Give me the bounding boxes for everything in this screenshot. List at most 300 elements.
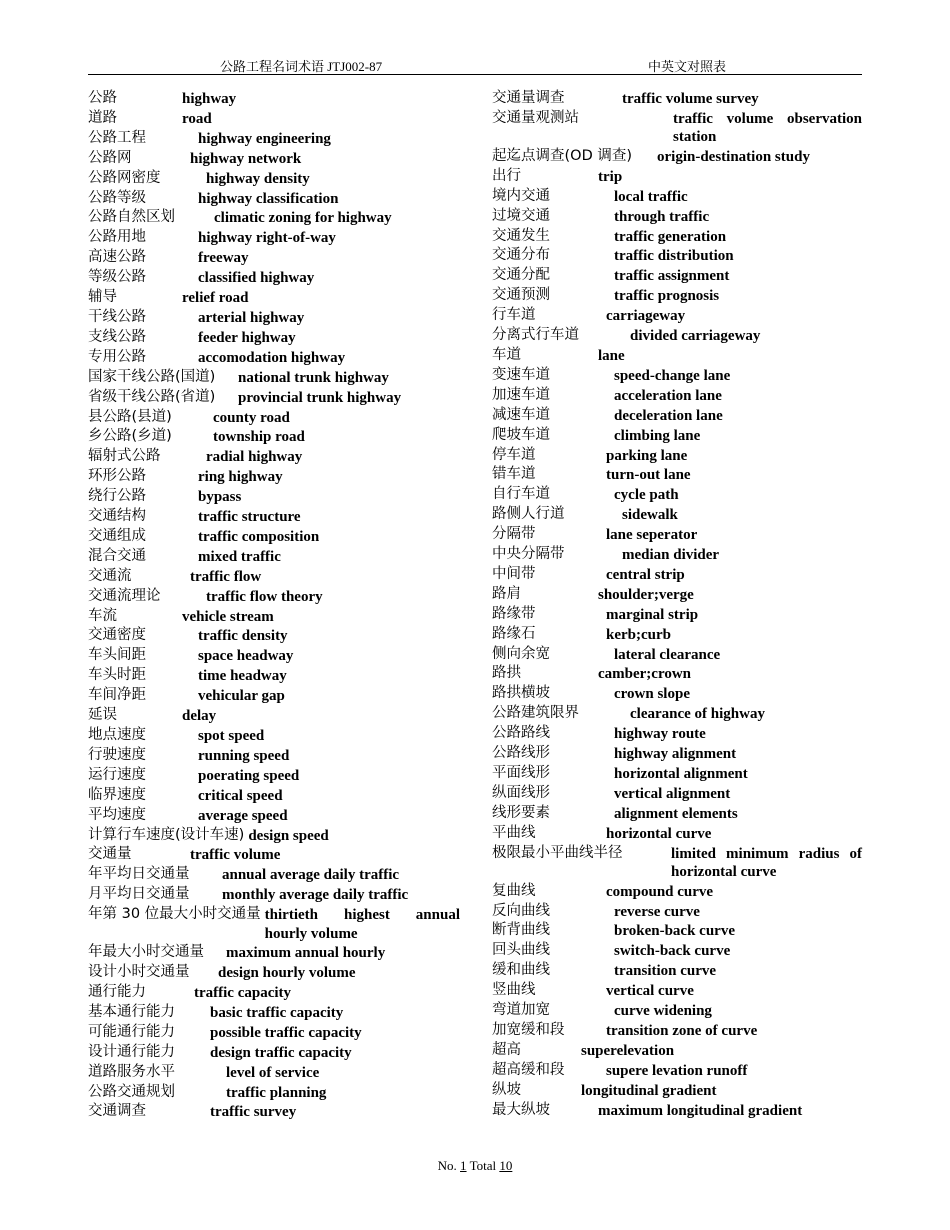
- glossary-row: [88, 447, 460, 467]
- english-term: provincial trunk highway: [238, 389, 402, 406]
- english-term: delay: [182, 708, 217, 725]
- glossary-row: [88, 129, 460, 149]
- glossary-row: [492, 306, 862, 326]
- chinese-term: 减速车道: [492, 406, 550, 423]
- english-term: traffic planning: [226, 1084, 327, 1101]
- chinese-term: 交通流: [88, 567, 132, 584]
- english-term: lane: [598, 347, 625, 364]
- glossary-row: [492, 406, 862, 426]
- english-term: highway: [182, 91, 237, 107]
- glossary-row: [492, 545, 862, 565]
- glossary-row: [492, 167, 862, 187]
- chinese-term: 月平均日交通量: [88, 886, 190, 903]
- english-term: parking lane: [606, 447, 688, 464]
- glossary-row: [88, 208, 460, 228]
- chinese-term: 混合交通: [88, 547, 146, 564]
- english-term: mixed traffic: [198, 548, 281, 565]
- chinese-term: 基本通行能力: [88, 1003, 175, 1020]
- english-term: acceleration lane: [614, 387, 722, 404]
- english-term: design traffic capacity: [210, 1044, 352, 1061]
- glossary-row: [88, 189, 460, 209]
- chinese-term: 地点速度: [88, 727, 146, 743]
- chinese-term: 境内交通: [492, 187, 550, 204]
- chinese-term: 高速公路: [88, 249, 146, 266]
- english-term: crown slope: [614, 686, 690, 703]
- glossary-row: [88, 1063, 460, 1083]
- chinese-term: 反向曲线: [492, 902, 550, 919]
- glossary-row: [88, 328, 460, 348]
- chinese-term: 交通量观测站: [492, 109, 579, 126]
- chinese-term: 交通量调查: [492, 90, 565, 106]
- english-term: national trunk highway: [238, 369, 389, 386]
- glossary-row: [492, 1081, 862, 1101]
- chinese-term: 超高缓和段: [492, 1061, 565, 1078]
- english-term: carriageway: [606, 308, 686, 325]
- glossary-row: [492, 961, 862, 981]
- glossary-row: [492, 625, 862, 645]
- chinese-term: 绕行公路: [88, 488, 146, 505]
- english-term: design hourly volume: [218, 965, 356, 982]
- glossary-row: [492, 1041, 862, 1061]
- chinese-term: 公路交通规划: [88, 1083, 175, 1100]
- chinese-term: 错车道: [492, 466, 536, 483]
- chinese-term: 年平均日交通量: [88, 866, 190, 883]
- glossary-row: [492, 824, 862, 844]
- glossary-row: [492, 346, 862, 366]
- english-term: marginal strip: [606, 606, 699, 623]
- english-term: clearance of highway: [630, 706, 765, 723]
- chinese-term: 省级干线公路(省道): [88, 388, 216, 405]
- chinese-term: 交通调查: [88, 1103, 146, 1120]
- glossary-row: [88, 427, 460, 447]
- english-term: climbing lane: [614, 427, 701, 444]
- glossary-row: [492, 764, 862, 784]
- chinese-term: 车头间距: [88, 647, 146, 664]
- chinese-term: 路拱横坡: [492, 685, 550, 702]
- english-term: limited minimum radius of horizontal curve: [671, 845, 862, 881]
- page-header: [88, 56, 862, 75]
- glossary-row: [492, 565, 862, 585]
- english-term: highway right-of-way: [198, 230, 336, 247]
- chinese-term: 交通分配: [492, 267, 550, 284]
- chinese-term: 道路: [88, 109, 117, 126]
- english-term: maximum annual hourly: [226, 945, 386, 962]
- chinese-term: 平均速度: [88, 806, 146, 823]
- glossary-row: [88, 487, 460, 507]
- chinese-term: 出行: [492, 167, 521, 184]
- glossary-row: [492, 89, 862, 109]
- glossary-row: [492, 684, 862, 704]
- english-term: vertical alignment: [614, 785, 731, 802]
- english-term: thirtieth highest annual hourly volume: [264, 907, 460, 942]
- english-term: highway alignment: [614, 746, 737, 763]
- chinese-term: 行车道: [492, 307, 536, 324]
- chinese-term: 交通流理论: [88, 587, 161, 604]
- glossary-row: [88, 607, 460, 627]
- chinese-term: 加宽缓和段: [492, 1021, 565, 1038]
- glossary-row: [492, 147, 862, 167]
- english-term: county road: [213, 409, 290, 426]
- glossary-row: [88, 547, 460, 567]
- chinese-term: 公路建筑限界: [492, 705, 579, 722]
- english-term: trip: [598, 168, 623, 185]
- right-glossary-column: [492, 89, 862, 1121]
- chinese-term: 计算行车速度(设计车速): [88, 826, 245, 843]
- chinese-term: 公路工程: [88, 129, 146, 146]
- english-term: maximum longitudinal gradient: [598, 1102, 803, 1119]
- english-term: radial highway: [206, 449, 303, 466]
- glossary-row: [492, 844, 862, 882]
- english-term: critical speed: [198, 787, 283, 804]
- english-term: lateral clearance: [614, 646, 721, 663]
- english-term: highway density: [206, 170, 310, 187]
- chinese-term: 可能通行能力: [88, 1023, 175, 1040]
- glossary-row: [88, 408, 460, 428]
- glossary-row: [492, 902, 862, 922]
- glossary-row: [88, 1102, 460, 1122]
- english-term: highway route: [614, 726, 706, 743]
- glossary-row: [492, 525, 862, 545]
- english-term: traffic composition: [198, 528, 320, 545]
- chinese-term: 路侧人行道: [492, 506, 565, 523]
- chinese-term: 平曲线: [492, 824, 536, 841]
- english-term: vehicle stream: [182, 608, 274, 625]
- chinese-term: 道路服务水平: [88, 1063, 175, 1080]
- english-term: superelevation: [581, 1042, 675, 1059]
- english-term: running speed: [198, 747, 290, 764]
- glossary-row: [492, 465, 862, 485]
- english-term: traffic capacity: [194, 984, 292, 1001]
- page-no-label: No.: [437, 1158, 457, 1173]
- english-term: annual average daily traffic: [222, 867, 400, 884]
- english-term: possible traffic capacity: [210, 1024, 362, 1041]
- english-term: vertical curve: [606, 983, 694, 1000]
- chinese-term: 交通结构: [88, 508, 146, 525]
- glossary-row: [492, 286, 862, 306]
- chinese-term: 支线公路: [88, 328, 146, 345]
- left-glossary-column: [88, 89, 460, 1122]
- chinese-term: 车头时距: [88, 667, 146, 684]
- chinese-term: 车道: [492, 346, 521, 363]
- chinese-term: 等级公路: [88, 269, 146, 286]
- chinese-term: 平面线形: [492, 765, 550, 781]
- english-term: kerb;curb: [606, 626, 671, 643]
- glossary-row: [88, 1003, 460, 1023]
- glossary-row: [492, 187, 862, 207]
- english-term: traffic flow theory: [206, 588, 323, 605]
- chinese-term: 辅导: [88, 289, 117, 306]
- glossary-row: [88, 1043, 460, 1063]
- chinese-term: 路缘带: [492, 605, 536, 622]
- english-term: highway network: [190, 150, 302, 167]
- chinese-term: 路肩: [492, 585, 521, 602]
- chinese-term: 通行能力: [88, 983, 146, 1000]
- chinese-term: 弯道加宽: [492, 1002, 550, 1019]
- chinese-term: 极限最小平曲线半径: [492, 844, 623, 861]
- english-term: traffic structure: [198, 509, 301, 526]
- english-term: switch-back curve: [614, 943, 731, 960]
- english-term: divided carriageway: [630, 328, 761, 345]
- page-footer: [0, 1158, 950, 1174]
- chinese-term: 交通密度: [88, 627, 146, 644]
- chinese-term: 侧向余宽: [492, 645, 550, 662]
- glossary-row: [88, 806, 460, 826]
- glossary-row: [492, 804, 862, 824]
- english-term: monthly average daily traffic: [222, 887, 409, 904]
- english-term: speed-change lane: [614, 367, 731, 384]
- english-term: alignment elements: [614, 805, 738, 822]
- english-term: highway classification: [198, 190, 339, 207]
- english-term: median divider: [622, 547, 720, 564]
- chinese-term: 复曲线: [492, 882, 536, 899]
- chinese-term: 路拱: [492, 665, 521, 682]
- glossary-row: [492, 1001, 862, 1021]
- chinese-term: 纵坡: [492, 1081, 521, 1098]
- glossary-row: [88, 666, 460, 686]
- glossary-row: [88, 983, 460, 1003]
- english-term: traffic volume: [190, 847, 281, 864]
- english-term: arterial highway: [198, 309, 305, 326]
- english-term: accomodation highway: [198, 349, 346, 366]
- chinese-term: 行驶速度: [88, 746, 146, 763]
- english-term: transition curve: [614, 963, 717, 980]
- chinese-term: 临界速度: [88, 786, 146, 803]
- chinese-term: 过境交通: [492, 207, 550, 224]
- english-term: broken-back curve: [614, 923, 735, 940]
- glossary-row: [492, 981, 862, 1001]
- chinese-term: 国家干线公路(国道): [88, 368, 216, 385]
- glossary-row: [88, 885, 460, 905]
- english-term: traffic distribution: [614, 248, 734, 265]
- glossary-row: [88, 845, 460, 865]
- english-term: average speed: [198, 807, 288, 824]
- english-term: vehicular gap: [198, 688, 285, 705]
- chinese-term: 变速车道: [492, 366, 550, 383]
- chinese-term: 公路自然区划: [88, 209, 175, 226]
- english-term: traffic flow: [190, 568, 262, 585]
- glossary-row: [88, 646, 460, 666]
- glossary-row: [88, 89, 460, 109]
- english-term: space headway: [198, 648, 294, 665]
- chinese-term: 断背曲线: [492, 922, 550, 939]
- glossary-row: [88, 865, 460, 885]
- glossary-row: [88, 348, 460, 368]
- english-term: time headway: [198, 668, 287, 685]
- english-term: turn-out lane: [606, 467, 691, 484]
- chinese-term: 公路: [88, 90, 117, 106]
- english-term: origin-destination study: [657, 148, 810, 165]
- glossary-row: [492, 1101, 862, 1121]
- chinese-term: 辐射式公路: [88, 448, 161, 465]
- glossary-row: [88, 109, 460, 129]
- english-term: deceleration lane: [614, 407, 723, 424]
- glossary-row: [88, 1023, 460, 1043]
- english-term: road: [182, 110, 212, 127]
- english-term: traffic density: [198, 628, 288, 645]
- glossary-row: [88, 905, 460, 943]
- glossary-row: [88, 766, 460, 786]
- chinese-term: 乡公路(乡道): [88, 428, 172, 445]
- glossary-row: [492, 744, 862, 764]
- glossary-row: [88, 368, 460, 388]
- english-term: traffic generation: [614, 228, 727, 245]
- chinese-term: 中央分隔带: [492, 546, 565, 563]
- english-term: longitudinal gradient: [581, 1082, 717, 1099]
- chinese-term: 缓和曲线: [492, 962, 550, 979]
- chinese-term: 停车道: [492, 446, 536, 463]
- chinese-term: 公路网: [88, 149, 132, 166]
- english-term: shoulder;verge: [598, 586, 694, 603]
- glossary-row: [88, 527, 460, 547]
- chinese-term: 最大纵坡: [492, 1101, 550, 1118]
- glossary-row: [88, 786, 460, 806]
- glossary-row: [492, 386, 862, 406]
- glossary-row: [492, 446, 862, 466]
- glossary-row: [88, 706, 460, 726]
- glossary-row: [492, 426, 862, 446]
- header-glossary-title: 中英文对照表: [648, 59, 727, 74]
- glossary-row: [492, 485, 862, 505]
- glossary-row: [88, 726, 460, 746]
- glossary-row: [88, 1083, 460, 1103]
- english-term: classified highway: [198, 270, 315, 287]
- glossary-row: [492, 941, 862, 961]
- glossary-row: [88, 626, 460, 646]
- glossary-row: [492, 326, 862, 346]
- chinese-term: 公路线形: [492, 745, 550, 762]
- glossary-row: [88, 826, 460, 846]
- chinese-term: 交通量: [88, 846, 132, 863]
- total-pages: 10: [499, 1158, 513, 1173]
- glossary-row: [88, 567, 460, 587]
- chinese-term: 交通分布: [492, 247, 550, 264]
- english-term: central strip: [606, 566, 685, 583]
- english-term: relief road: [182, 290, 249, 307]
- chinese-term: 延误: [88, 707, 117, 724]
- glossary-row: [492, 109, 862, 147]
- english-term: through traffic: [614, 208, 710, 225]
- glossary-row: [88, 149, 460, 169]
- english-term: cycle path: [614, 487, 679, 504]
- chinese-term: 环形公路: [88, 468, 146, 485]
- glossary-row: [88, 388, 460, 408]
- english-term: ring highway: [198, 469, 283, 486]
- chinese-term: 竖曲线: [492, 982, 536, 999]
- glossary-row: [492, 585, 862, 605]
- glossary-row: [492, 882, 862, 902]
- english-term: lane seperator: [606, 527, 698, 544]
- glossary-row: [88, 746, 460, 766]
- english-term: spot speed: [198, 728, 265, 744]
- english-term: poerating speed: [198, 767, 300, 784]
- english-term: supere levation runoff: [606, 1062, 748, 1079]
- glossary-row: [88, 686, 460, 706]
- english-term: traffic assignment: [614, 268, 730, 285]
- glossary-row: [492, 266, 862, 286]
- chinese-term: 起迄点调查(OD 调查): [492, 147, 633, 164]
- glossary-row: [88, 169, 460, 189]
- english-term: traffic volume survey: [622, 91, 759, 107]
- english-term: traffic volume observation station: [673, 110, 862, 146]
- chinese-term: 设计小时交通量: [88, 964, 190, 981]
- glossary-row: [88, 507, 460, 527]
- english-term: traffic survey: [210, 1104, 297, 1121]
- english-term: climatic zoning for highway: [214, 210, 392, 227]
- english-term: sidewalk: [622, 507, 678, 524]
- english-term: freeway: [198, 250, 249, 267]
- glossary-row: [88, 963, 460, 983]
- glossary-row: [492, 207, 862, 227]
- glossary-row: [492, 1061, 862, 1081]
- chinese-term: 干线公路: [88, 308, 146, 325]
- glossary-row: [492, 921, 862, 941]
- english-term: basic traffic capacity: [210, 1004, 344, 1021]
- glossary-row: [492, 366, 862, 386]
- glossary-row: [88, 228, 460, 248]
- chinese-term: 设计通行能力: [88, 1043, 175, 1060]
- chinese-term: 交通预测: [492, 287, 550, 304]
- glossary-row: [492, 784, 862, 804]
- english-term: reverse curve: [614, 903, 700, 920]
- english-term: feeder highway: [198, 329, 296, 346]
- english-term: transition zone of curve: [606, 1022, 758, 1039]
- glossary-row: [88, 467, 460, 487]
- english-term: highway engineering: [198, 130, 331, 147]
- chinese-term: 年最大小时交通量: [88, 944, 204, 961]
- header-standard-title: 公路工程名词术语 JTJ002-87: [220, 59, 383, 74]
- english-term: compound curve: [606, 883, 714, 900]
- glossary-row: [492, 704, 862, 724]
- glossary-row: [492, 1021, 862, 1041]
- chinese-term: 自行车道: [492, 486, 550, 503]
- chinese-term: 分隔带: [492, 526, 536, 543]
- chinese-term: 分离式行车道: [492, 327, 579, 344]
- chinese-term: 车间净距: [88, 687, 146, 704]
- chinese-term: 车流: [88, 607, 117, 624]
- chinese-term: 专用公路: [88, 348, 146, 365]
- english-term: bypass: [198, 489, 242, 506]
- english-term: traffic prognosis: [614, 288, 720, 305]
- chinese-term: 纵面线形: [492, 784, 550, 801]
- chinese-term: 回头曲线: [492, 942, 550, 959]
- chinese-term: 运行速度: [88, 766, 146, 783]
- english-term: local traffic: [614, 188, 688, 205]
- glossary-row: [88, 288, 460, 308]
- chinese-term: 交通组成: [88, 527, 146, 544]
- glossary-row: [88, 943, 460, 963]
- glossary-row: [492, 605, 862, 625]
- english-term: design speed: [248, 827, 329, 844]
- chinese-term: 公路等级: [88, 189, 146, 206]
- chinese-term: 年第 30 位最大小时交通量: [88, 906, 261, 923]
- chinese-term: 公路网密度: [88, 169, 161, 186]
- chinese-term: 中间带: [492, 565, 536, 582]
- glossary-row: [88, 308, 460, 328]
- english-term: township road: [213, 429, 305, 446]
- chinese-term: 超高: [492, 1041, 521, 1058]
- glossary-row: [492, 645, 862, 665]
- glossary-row: [88, 587, 460, 607]
- glossary-row: [88, 268, 460, 288]
- chinese-term: 县公路(县道): [88, 408, 172, 425]
- english-term: level of service: [226, 1064, 320, 1081]
- chinese-term: 交通发生: [492, 227, 550, 244]
- glossary-row: [492, 505, 862, 525]
- glossary-row: [88, 248, 460, 268]
- chinese-term: 公路用地: [88, 229, 146, 246]
- english-term: camber;crown: [598, 666, 692, 683]
- chinese-term: 线形要素: [492, 804, 550, 821]
